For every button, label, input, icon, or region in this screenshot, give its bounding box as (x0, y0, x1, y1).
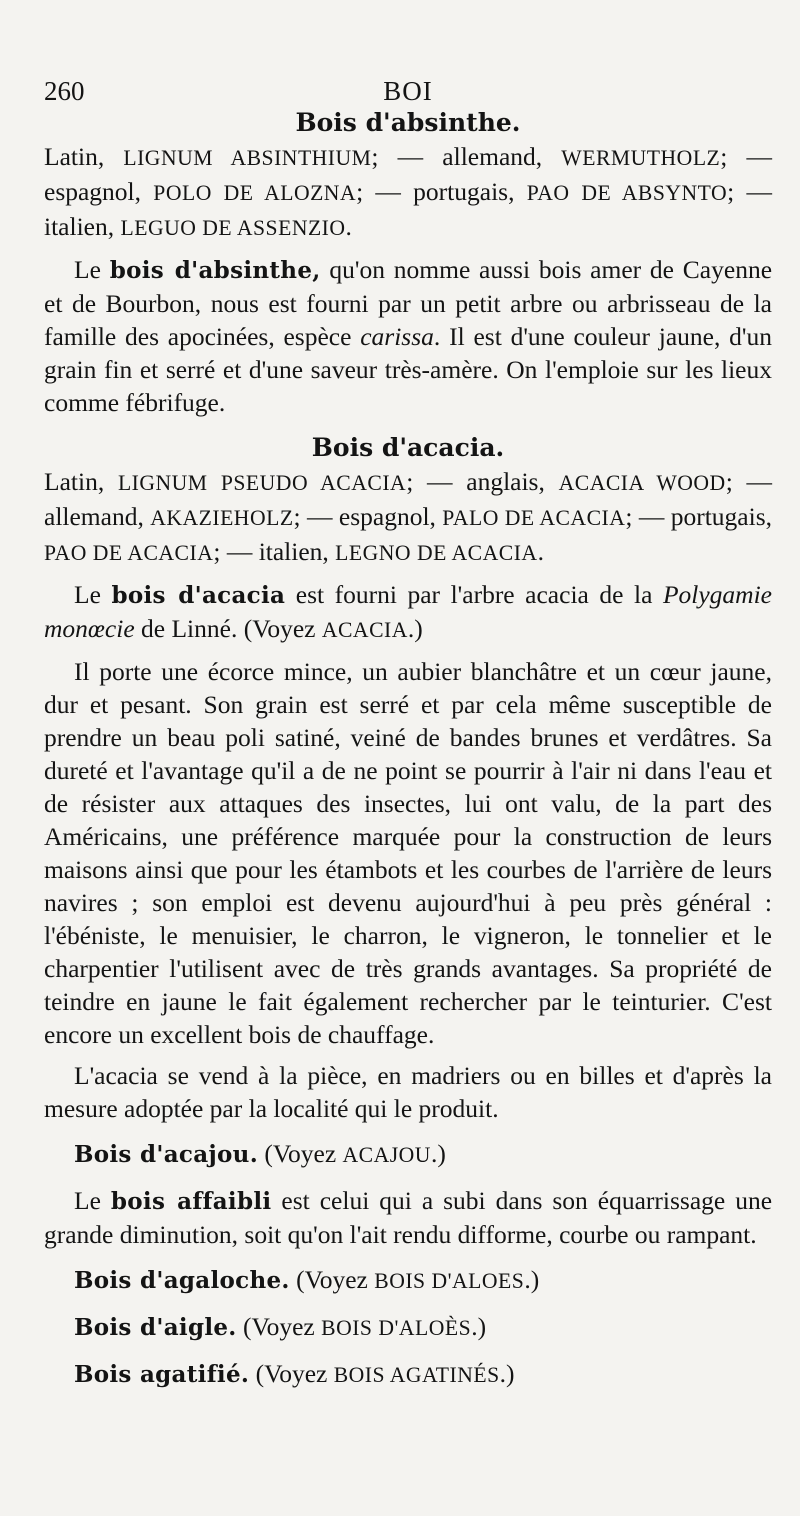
text-run: (Voyez (236, 1312, 322, 1341)
cross-reference: ACAJOU (342, 1143, 431, 1167)
bold-term: Bois d'acajou. (74, 1141, 258, 1168)
portuguese-label: ; — portugais, (356, 177, 515, 206)
page-number: 260 (44, 76, 85, 106)
text-run: . Il est d'une couleur jaune, d'un grain fin et serré et d'une saveur très-amère. On l'emploie sur les lieux comme fébrifuge. (44, 322, 773, 417)
english-name: ACACIA WOOD (558, 471, 726, 495)
italian-label: ; — italien, (44, 177, 773, 241)
entry-agaloche (44, 1263, 772, 1298)
acacia-description (44, 578, 772, 647)
latin-label: Latin, (44, 467, 105, 496)
text-run: (Voyez (289, 1265, 375, 1294)
text-run: .) (524, 1265, 540, 1294)
text-run: .) (471, 1312, 487, 1341)
names-end: . (537, 537, 544, 566)
absinthe-names (44, 140, 772, 245)
portuguese-label: ; — portugais, (625, 502, 772, 531)
text-run: qu'on nomme aussi bois amer de Cayenne et de Bourbon, nous est fourni par un petit arbre ou arbrisseau de la famille des apocinées, espèce (44, 255, 773, 351)
text-run: .) (430, 1139, 446, 1168)
portuguese-name: PAO DE ACACIA (44, 541, 214, 565)
entry-agatifie (44, 1357, 772, 1392)
bold-term: bois d'absinthe, (109, 257, 321, 284)
entry-affaibli (44, 1184, 772, 1251)
italian-name: LEGNO DE ACACIA (335, 541, 538, 565)
italian-label: ; — italien, (213, 537, 329, 566)
german-name: WERMUTHOLZ (561, 146, 721, 170)
english-label: ; — anglais, (406, 467, 545, 496)
text-run: est celui qui a subi dans son équarrissage une grande diminution, soit qu'on l'ait rendu difforme, courbe ou rampant. (44, 1186, 773, 1249)
italic-term: Polygamie monœcie (44, 580, 772, 643)
latin-label: Latin, (44, 142, 105, 171)
entry-acajou (44, 1137, 772, 1172)
entry-heading-acacia: Bois d'acacia. (311, 433, 505, 462)
acacia-properties: Il porte une écorce mince, un aubier blanchâtre et un cœur jaune, dur et pesant. Son grain est serré et par cela même susceptible de prendre un beau poli satiné, veiné de bandes brunes et verdâtres. Sa dureté et l'avantage qu'il a de ne point se pourrir à l'air ni dans l'eau et de résister aux attaques des insectes, lui ont valu, de la part des Américains, une préférence marquée pour la construction de leurs maisons ainsi que pour les étambots et les courbes de l'arrière de leurs navires ; son emploi est devenu aujourd'hui à peu près général : l'ébéniste, le menuisier, le charron, le vigneron, le tonnelier et le charpentier l'utilisent avec de très grands avantages. Sa propriété de teindre en jaune le fait également rechercher par le teinturier. C'est encore un excellent bois de chauffage. (44, 657, 772, 1049)
text-run: de Linné. (Voyez (134, 614, 322, 643)
text-run: (Voyez (249, 1359, 334, 1388)
text-run: .) (499, 1359, 515, 1388)
lead-word: Le (74, 580, 101, 609)
german-label: ; — allemand, (44, 467, 773, 531)
entry-aigle (44, 1310, 772, 1345)
text-run: est fourni par l'arbre acacia de la (285, 580, 663, 609)
cross-reference: ACACIA (321, 618, 408, 642)
bold-term: Bois d'agaloche. (74, 1267, 290, 1294)
cross-reference: BOIS AGATINÉS (333, 1363, 500, 1387)
lead-word: Le (74, 1186, 101, 1215)
acacia-names (44, 465, 772, 570)
text-run: .) (407, 614, 423, 643)
running-title: BOI (383, 76, 433, 106)
cross-reference: BOIS D'ALOÈS (321, 1316, 472, 1340)
italic-term: carissa (360, 322, 434, 351)
latin-name: LIGNUM ABSINTHIUM (123, 146, 372, 170)
spanish-label: ; — espagnol, (44, 142, 773, 206)
portuguese-name: PAO DE ABSYNTO (526, 181, 728, 205)
bold-term: bois affaibli (110, 1188, 272, 1215)
italian-name: LEGUO DE ASSENZIO (120, 216, 346, 240)
text-run: (Voyez (258, 1139, 343, 1168)
bold-term: Bois agatifié. (74, 1361, 250, 1388)
bold-term: Bois d'aigle. (74, 1314, 237, 1341)
latin-name: LIGNUM PSEUDO ACACIA (117, 471, 407, 495)
spanish-name: PALO DE ACACIA (442, 506, 626, 530)
running-head (44, 62, 772, 106)
acacia-sale: L'acacia se vend à la pièce, en madriers ou en billes et d'après la mesure adoptée par la localité qui le produit. (44, 1061, 772, 1123)
spanish-name: POLO DE ALOZNA (153, 181, 357, 205)
entry-heading-absinthe: Bois d'absinthe. (295, 108, 521, 137)
german-name: AKAZIEHOLZ (150, 506, 294, 530)
bold-term: bois d'acacia (111, 582, 286, 609)
german-label: ; — allemand, (371, 142, 543, 171)
names-end: . (345, 212, 352, 241)
lead-word: Le (74, 255, 101, 284)
spanish-label: ; — espagnol, (293, 502, 436, 531)
absinthe-description (44, 253, 772, 419)
cross-reference: BOIS D'ALOES (374, 1269, 525, 1293)
